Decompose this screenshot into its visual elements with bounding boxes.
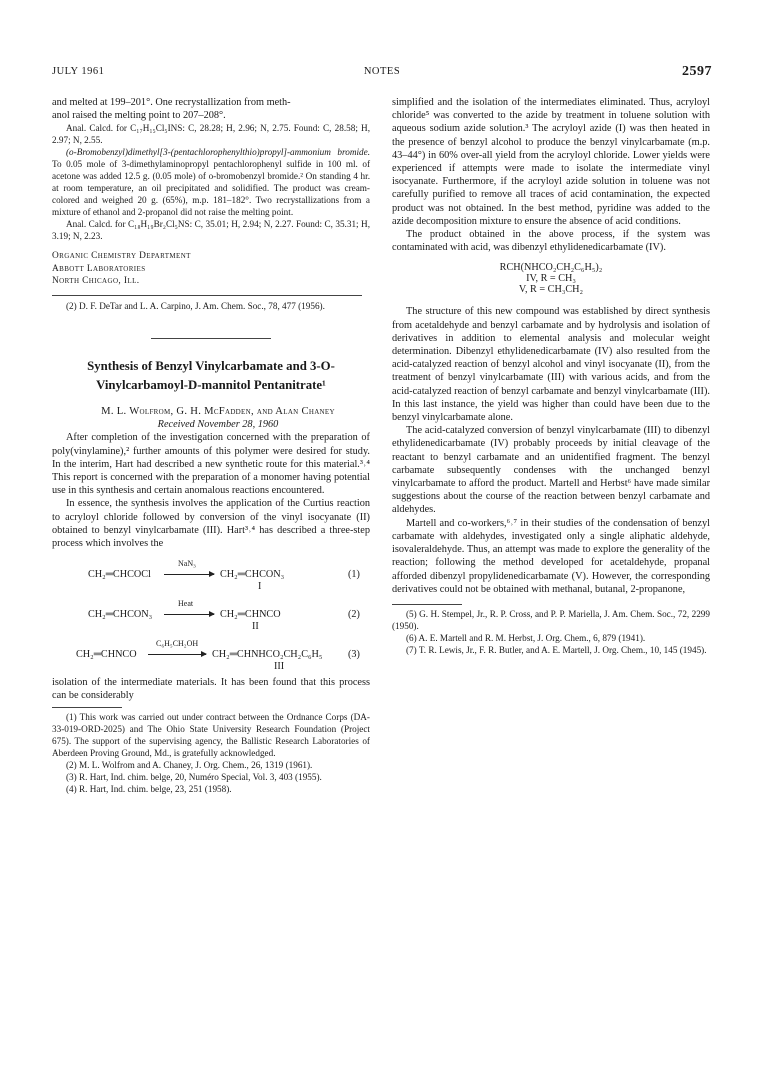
- received-date: Received November 28, 1960: [157, 419, 279, 431]
- eq2-product: CH₂═CHNCO: [220, 609, 281, 621]
- intro-paragraph-2: In essence, the synthesis involves the application of the Curtius reaction to acryloyl chloride followed by conversion of the vinyl isocyanate (II) obtained to benzyl vinylcarbamate (III). Hart³˒⁴ has described a three-step process which involves the: [52, 498, 370, 550]
- footnote-divider: [52, 707, 122, 708]
- eq1-arrow: [164, 574, 214, 575]
- eq3-reagent: C₆H₅CH₂OH: [156, 639, 199, 649]
- running-head: [52, 66, 712, 82]
- formula-v: V, R = CH₃CH₂: [518, 284, 584, 296]
- eq2-reagent: Heat: [178, 599, 194, 609]
- eq2-label: II: [252, 621, 259, 633]
- compound-paragraph: [52, 146, 370, 218]
- eq1-reagent: NaN₃: [178, 559, 196, 569]
- footnote-2: (2) M. L. Wolfrom and A. Chaney, J. Org. Chem., 26, 1319 (1961).: [66, 759, 313, 770]
- body-paragraph-3: The structure of this new compound was established by direct synthesis from acetaldehyde and benzyl carbamate and by hydrolysis and isolation of derivatives in addition to elemental analysis and molecular weight determination. Dibenzyl ethylidenedicarbamate (IV) also resulted from the acid-catalyzed reaction of benzyl alcohol and vinyl isocyanate (II), from the treatment of benzyl vinylcarbamate (III) with various acids, and from the acid-catalyzed reaction of benzyl carbamate and benzyl vinylcarbamate (III). In this last instance, the yield was higher than could have been due to the benzyl vinylcarbamate alone.: [392, 306, 710, 424]
- eq2-number: (2): [348, 609, 360, 621]
- eq3-number: (3): [348, 649, 360, 661]
- footnote-7: (7) T. R. Lewis, Jr., F. R. Butler, and A. E. Martell, J. Org. Chem., 10, 145 (1945).: [406, 644, 707, 655]
- continued-line-1: and melted at 199–201°. One recrystallization from meth-: [52, 97, 291, 108]
- affiliation: [52, 250, 370, 287]
- eq3-reactant: CH₂═CHNCO: [76, 649, 137, 661]
- footnote-divider: [52, 295, 362, 296]
- continued-line-2: anol raised the melting point to 207–208°.: [52, 110, 226, 122]
- eq3-arrow: [148, 654, 206, 655]
- right-column: [392, 96, 710, 656]
- eq2-arrow: [164, 614, 214, 615]
- footnote-6: (6) A. E. Martell and R. M. Herbst, J. Org. Chem., 6, 879 (1941).: [406, 632, 646, 643]
- formula-general: RCH(NHCO₂CH₂C₆H₅)₂: [499, 262, 603, 274]
- footnote-2-prev: (2) D. F. DeTar and L. A. Carpino, J. Am. Chem. Soc., 78, 477 (1956).: [66, 301, 325, 312]
- left-column: [52, 96, 370, 795]
- page-number: 2597: [682, 64, 712, 79]
- footnote-1: (1) This work was carried out under contract between the Ordnance Corps (DA-33-019-ORD-2025) and The Ohio State University Research Foundation (Project 675). The support of the supervising agency, the Ballistic Research Laboratories of Aberdeen Proving Ground, Md., is gratefully acknowledged.: [52, 711, 370, 758]
- article-title-line-2: Vinylcarbamoyl-D-mannitol Pentanitrate¹: [96, 378, 326, 393]
- equation-3: [52, 636, 370, 673]
- affiliation-line: Abbott Laboratories: [52, 263, 146, 274]
- eq1-product: CH₂═CHCON₃: [220, 569, 285, 581]
- intro-paragraph-3: isolation of the intermediate materials. It has been found that this process can be considerably: [52, 677, 370, 702]
- article-divider: [151, 338, 271, 339]
- anal-1: Anal. Calcd. for C₁₇H₁₅Cl₅INS: C, 28.28; H, 2.96; N, 2.75. Found: C, 28.58; H, 2.97; N, 2.55.: [52, 123, 370, 146]
- equation-1: [52, 556, 370, 593]
- article-title: [52, 357, 370, 395]
- footnote-3: (3) R. Hart, Ind. chim. belge, 20, Numéro Special, Vol. 3, 403 (1955).: [66, 771, 322, 782]
- header-section: NOTES: [363, 66, 401, 77]
- procedure-text: To 0.05 mole of 3-dimethylaminopropyl pentachlorophenyl sulfide in 100 ml. of acetone was added 12.5 g. (0.05 mole) of o-bromobenzyl bromide.² On standing 4 hr. at room temperature, an oil precipitated and solidified. The product was cream-colored and weighed 20 g. (65%), m.p. 181–182°. Two recrystallizations from a mixture of ethanol and 2-propanol did not raise the melting point.: [52, 159, 370, 218]
- eq3-label: III: [274, 661, 285, 673]
- anal-2: Anal. Calcd. for C₁₈H₁₉Br₂Cl₅NS: C, 35.01; H, 2.94; N, 2.27. Found: C, 35.31; H, 3.19; N, 2.23.: [52, 219, 370, 242]
- body-paragraph-4: The acid-catalyzed conversion of benzyl vinylcarbamate (III) to dibenzyl ethylidenedicarbamate (IV) probably proceeds by initial cleavage of the reactant to benzyl carbamate and an unidentified fragment. The benzyl carbamate subsequently condenses with the unchanged benzyl vinylcarbamate to afford the product. Martell and Herbst⁶ have made similar suggestions about the course of the reaction between benzyl carbamate and aldehydes.: [392, 425, 710, 516]
- header-date: JULY 1961: [52, 66, 105, 77]
- body-paragraph-2: The product obtained in the above process, if the system was contaminated with acid, was dibenzyl ethylidenedicarbamate (IV).: [392, 229, 710, 254]
- article-title-line-1: Synthesis of Benzyl Vinylcarbamate and 3-O-: [87, 359, 335, 374]
- eq1-label: I: [258, 581, 262, 593]
- structural-formula: [392, 262, 710, 295]
- authors: M. L. Wolfrom, G. H. McFadden, and Alan Chaney: [101, 406, 335, 418]
- footnote-5: (5) G. H. Stempel, Jr., R. P. Cross, and P. P. Mariella, J. Am. Chem. Soc., 72, 2299 (1950).: [392, 608, 710, 631]
- eq2-reactant: CH₂═CHCON₃: [88, 609, 153, 621]
- equation-2: [52, 596, 370, 633]
- intro-paragraph-1: After completion of the investigation concerned with the preparation of poly(vinylamine),² further amounts of this polymer were desired for study. In the interim, Hart had described a new synthetic route for this material.³˒⁴ This report is concerned with the preparation of a monomer having potential use in this synthesis and certain anomalous reactions encountered.: [52, 432, 370, 497]
- footnote-divider: [392, 604, 462, 605]
- affiliation-line: North Chicago, Ill.: [52, 275, 140, 286]
- eq1-number: (1): [348, 569, 360, 581]
- body-paragraph-5: Martell and co-workers,⁶˒⁷ in their studies of the condensation of benzyl carbamate with aldehydes, investigated only a single aliphatic aldehyde, isovaleraldehyde. Thus, an attempt was made to explore the generality of the reaction; following the method developed for acetaldehyde, propanal afforded dibenzyl propylidenedicarbamate (V). However, the corresponding derivatives could not be obtained with methanal, butanal, 2-propanone,: [392, 517, 710, 595]
- formula-iv: IV, R = CH₃: [526, 273, 576, 285]
- eq1-reactant: CH₂═CHCOCl: [88, 569, 151, 581]
- footnote-4: (4) R. Hart, Ind. chim. belge, 23, 251 (1958).: [66, 783, 232, 794]
- affiliation-line: Organic Chemistry Department: [52, 251, 191, 262]
- eq3-product: CH₂═CHNHCO₂CH₂C₆H₅: [212, 649, 323, 661]
- body-paragraph-1: simplified and the isolation of the intermediates eliminated. Thus, acryloyl chloride⁵ was converted to the azide by treatment in toluene solution with aqueous sodium azide solution.³ The acryloyl azide (I) was then heated in the presence of benzyl alcohol to produce the benzyl vinylcarbamate (m.p. 43–44°) in 60% over-all yield from the acryloyl chloride. Lower yields were experienced if attempts were made to isolate the intermediate vinyl isocyanate. Furthermore, if the acryloyl azide solution in toluene was not carefully purified to remove all traces of acid contamination, the expected product was not obtained. In the best method, pyridine was added to the azide decomposition mixture to ensure the absence of acid conditions.: [392, 97, 710, 227]
- compound-name: (o-Bromobenzyl)dimethyl[3-(pentachlorophenylthio)propyl]-ammonium bromide.: [66, 147, 370, 158]
